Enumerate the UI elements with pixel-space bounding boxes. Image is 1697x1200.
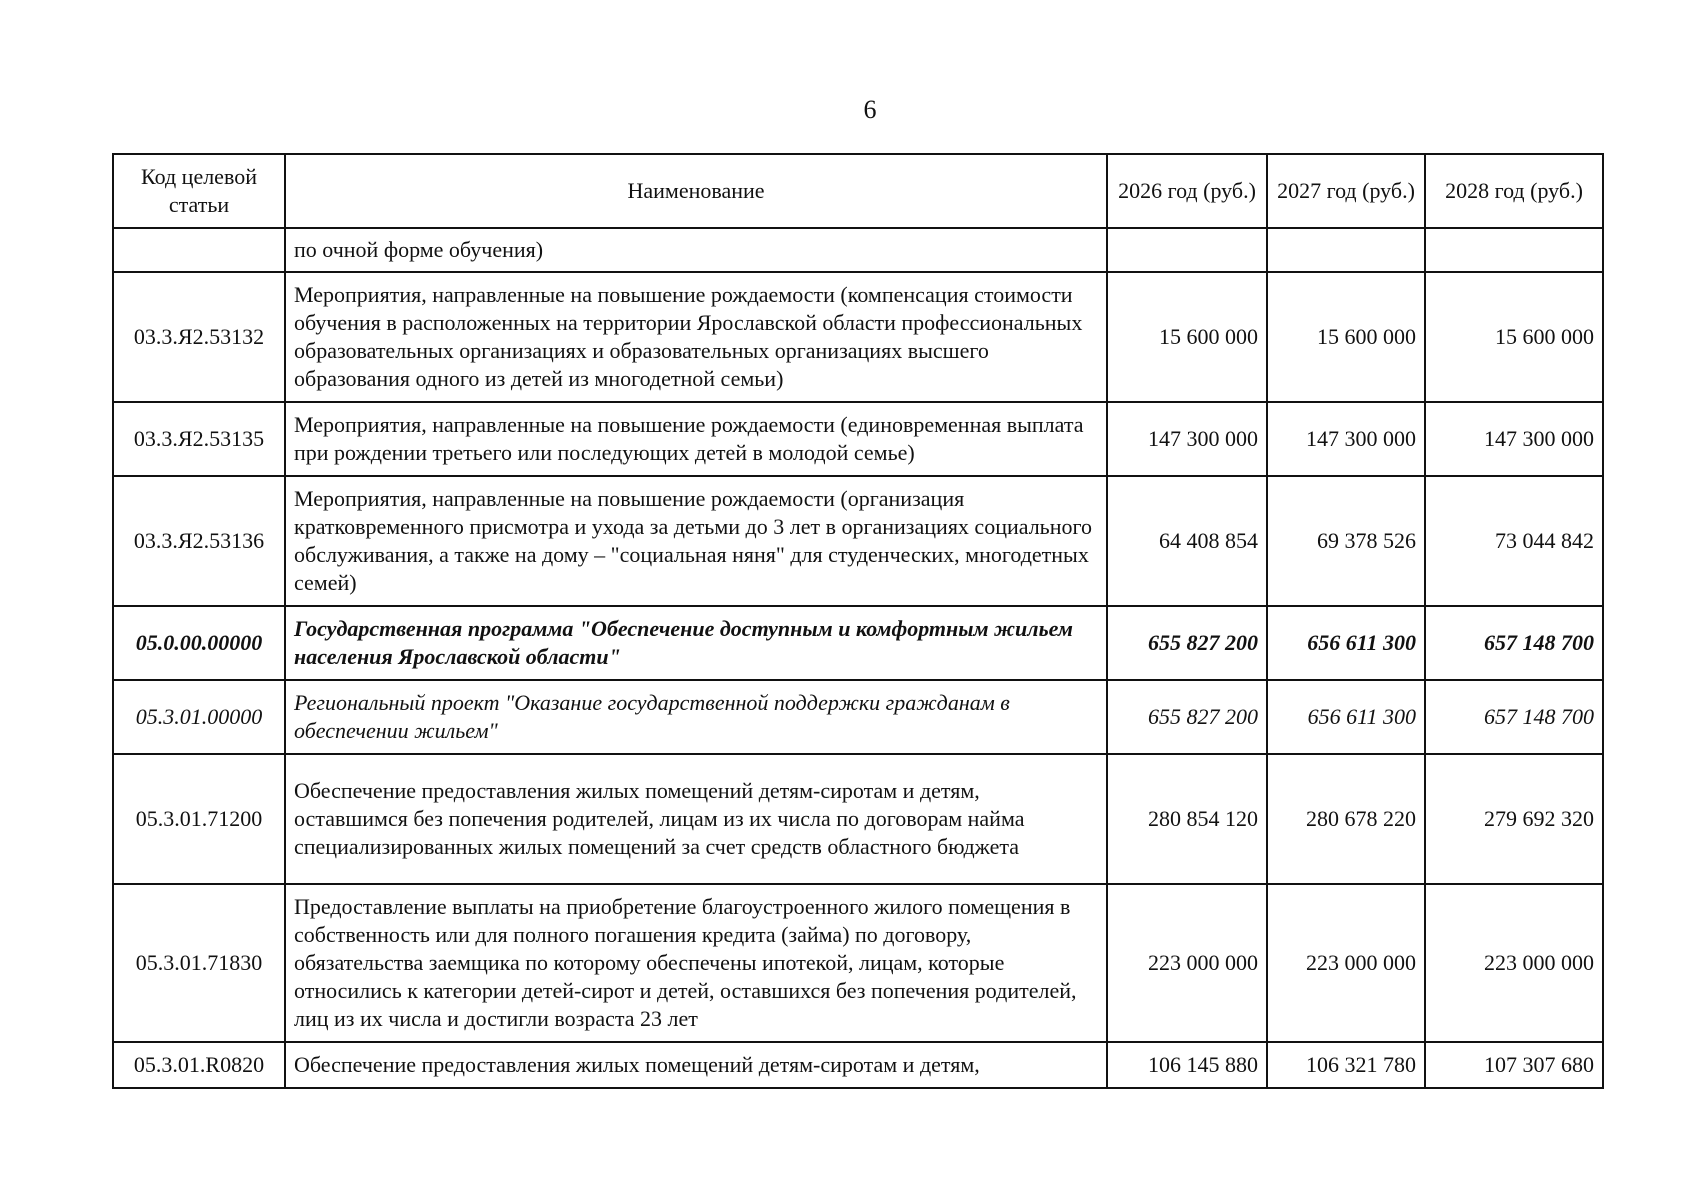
row-name: Мероприятия, направленные на повышение рождаемости (организация кратковременного присмотра и ухода за детьми до 3 лет в организациях социального обслуживания, а также на дому – "социальная няня" для студенческих, многодетных семей) xyxy=(285,476,1107,606)
row-value-2027: 656 611 300 xyxy=(1267,680,1425,754)
table-row xyxy=(113,606,1603,680)
table-row xyxy=(113,754,1603,884)
row-value-2028: 223 000 000 xyxy=(1425,884,1603,1042)
row-value-2027: 69 378 526 xyxy=(1267,476,1425,606)
row-value-2028 xyxy=(1425,228,1603,272)
row-code: 05.3.01.71830 xyxy=(113,884,285,1042)
row-value-2027: 656 611 300 xyxy=(1267,606,1425,680)
row-value-2027: 106 321 780 xyxy=(1267,1042,1425,1088)
row-name: по очной форме обучения) xyxy=(285,228,1107,272)
table-row xyxy=(113,884,1603,1042)
row-name: Государственная программа "Обеспечение доступным и комфортным жильем населения Ярославской области" xyxy=(285,606,1107,680)
row-name: Мероприятия, направленные на повышение рождаемости (единовременная выплата при рождении третьего или последующих детей в молодой семье) xyxy=(285,402,1107,476)
row-code: 05.0.00.00000 xyxy=(113,606,285,680)
row-value-2026: 106 145 880 xyxy=(1107,1042,1267,1088)
header-code: Код целевой статьи xyxy=(113,154,285,228)
row-value-2028: 657 148 700 xyxy=(1425,606,1603,680)
table-row xyxy=(113,476,1603,606)
row-value-2027: 223 000 000 xyxy=(1267,884,1425,1042)
table-row xyxy=(113,228,1603,272)
row-code: 05.3.01.R0820 xyxy=(113,1042,285,1088)
row-code: 03.3.Я2.53132 xyxy=(113,272,285,402)
row-value-2026: 223 000 000 xyxy=(1107,884,1267,1042)
page-number: 6 xyxy=(863,95,877,124)
row-value-2028: 279 692 320 xyxy=(1425,754,1603,884)
row-value-2027: 280 678 220 xyxy=(1267,754,1425,884)
row-value-2026 xyxy=(1107,228,1267,272)
row-code: 05.3.01.71200 xyxy=(113,754,285,884)
row-value-2026: 15 600 000 xyxy=(1107,272,1267,402)
row-value-2028: 657 148 700 xyxy=(1425,680,1603,754)
row-value-2026: 655 827 200 xyxy=(1107,680,1267,754)
header-2026: 2026 год (руб.) xyxy=(1107,154,1267,228)
row-value-2026: 147 300 000 xyxy=(1107,402,1267,476)
row-name: Предоставление выплаты на приобретение благоустроенного жилого помещения в собственность или для полного погашения кредита (займа) по договору, обязательства заемщика по которому обеспечены ипотекой, лицам, которые относились к категории детей-сирот и детей, оставшихся без попечения родителей, лиц из их числа и достигли возраста 23 лет xyxy=(285,884,1107,1042)
row-code: 05.3.01.00000 xyxy=(113,680,285,754)
header-2027: 2027 год (руб.) xyxy=(1267,154,1425,228)
row-name: Обеспечение предоставления жилых помещений детям-сиротам и детям, xyxy=(285,1042,1107,1088)
table-row xyxy=(113,1042,1603,1088)
row-value-2028: 15 600 000 xyxy=(1425,272,1603,402)
table-row xyxy=(113,680,1603,754)
row-value-2027: 15 600 000 xyxy=(1267,272,1425,402)
row-code: 03.3.Я2.53136 xyxy=(113,476,285,606)
table-row xyxy=(113,402,1603,476)
table-header-row xyxy=(113,154,1603,228)
row-code xyxy=(113,228,285,272)
row-name: Мероприятия, направленные на повышение рождаемости (компенсация стоимости обучения в расположенных на территории Ярославской области профессиональных образовательных организациях и образовательных организациях высшего образования одного из детей из многодетной семьи) xyxy=(285,272,1107,402)
row-value-2026: 64 408 854 xyxy=(1107,476,1267,606)
row-code: 03.3.Я2.53135 xyxy=(113,402,285,476)
row-value-2028: 147 300 000 xyxy=(1425,402,1603,476)
row-value-2028: 107 307 680 xyxy=(1425,1042,1603,1088)
row-name: Региональный проект "Оказание государственной поддержки гражданам в обеспечении жильем" xyxy=(285,680,1107,754)
row-value-2027 xyxy=(1267,228,1425,272)
table-row xyxy=(113,272,1603,402)
header-name: Наименование xyxy=(285,154,1107,228)
row-name: Обеспечение предоставления жилых помещений детям-сиротам и детям, оставшимся без попечения родителей, лицам из их числа по договорам найма специализированных жилых помещений за счет средств областного бюджета xyxy=(285,754,1107,884)
row-value-2027: 147 300 000 xyxy=(1267,402,1425,476)
row-value-2028: 73 044 842 xyxy=(1425,476,1603,606)
header-2028: 2028 год (руб.) xyxy=(1425,154,1603,228)
row-value-2026: 280 854 120 xyxy=(1107,754,1267,884)
budget-table xyxy=(112,153,1604,1089)
row-value-2026: 655 827 200 xyxy=(1107,606,1267,680)
